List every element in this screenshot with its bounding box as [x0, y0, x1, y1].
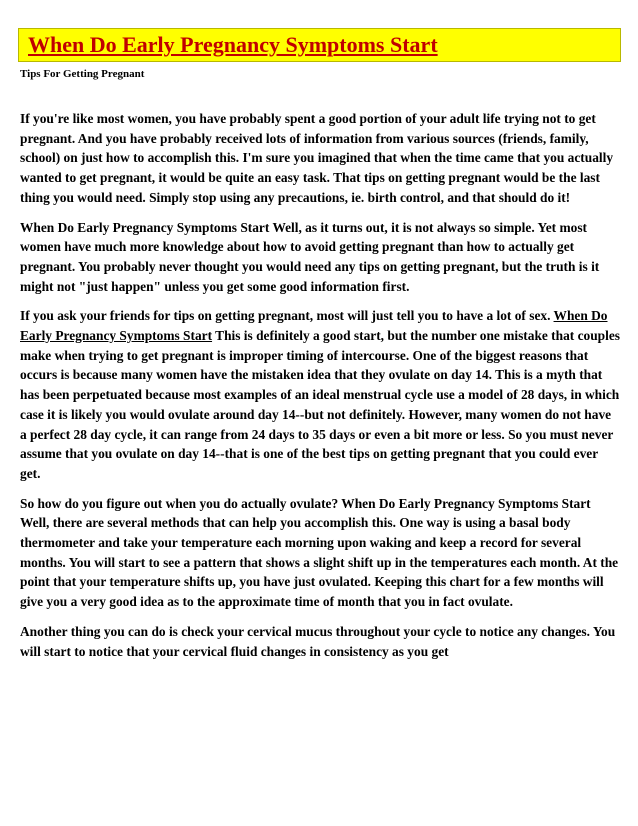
paragraph-3-intro: If you ask your friends for tips on getting pregnant, most will just tell you to have a lot of sex.	[20, 308, 554, 324]
paragraph-1: If you're like most women, you have probably spent a good portion of your adult life trying not to get pregnant. And you have probably received lots of information from various sources (friends, family, school) on just how to accomplish this. I'm sure you imagined that when the time came that you actually wanted to get pregnant, it would be quite an easy task. That tips on getting pregnant would be the last thing you would need. Simply stop using any precautions, ie. birth control, and that should do it!	[20, 111, 614, 205]
page-subtitle: Tips For Getting Pregnant	[20, 68, 145, 80]
article-body	[20, 109, 620, 671]
article-title-link[interactable]: When Do Early Pregnancy Symptoms Start	[20, 308, 608, 344]
page-title: When Do Early Pregnancy Symptoms Start	[28, 32, 438, 57]
title-banner	[18, 28, 621, 62]
paragraph-3	[20, 306, 620, 483]
paragraph-2: When Do Early Pregnancy Symptoms Start Well, as it turns out, it is not always so simple. Yet most women have much more knowledge about how to avoid getting pregnant than how to actually get pregnant. You probably never thought you would need any tips on getting pregnant, but the truth is it might not "just happen" unless you get some good information first.	[20, 219, 600, 294]
paragraph-5: Another thing you can do is check your cervical mucus throughout your cycle to notice any changes. You will start to notice that your cervical fluid changes in consistency as you get	[20, 623, 616, 659]
paragraph-3-rest: This is definitely a good start, but the number one mistake that couples make when trying to get pregnant is improper timing of intercourse. One of the biggest reasons that occurs is because many women have the mistaken idea that they ovulate on day 14. This is a myth that has been perpetuated because most examples of an ideal menstrual cycle use a model of 28 days, in which case it is likely you would ovulate around day 14--but not definitely. However, many women do not have a perfect 28 day cycle, it can range from 24 days to 35 days or even a bit more or less. So you must never assume that you ovulate on day 14--that is one of the best tips on getting pregnant that you could ever get.	[20, 328, 620, 481]
paragraph-4: So how do you figure out when you do actually ovulate? When Do Early Pregnancy Symptoms Start Well, there are several methods that can help you accomplish this. One way is using a basal body thermometer and take your temperature each morning upon waking and keep a record for several months. You will start to see a pattern that shows a slight shift up in the temperatures each month. At the point that your temperature shifts up, you have just ovulated. Keeping this chart for a few months will give you a very good idea as to the approximate time of month that you in fact ovulate.	[20, 495, 619, 610]
